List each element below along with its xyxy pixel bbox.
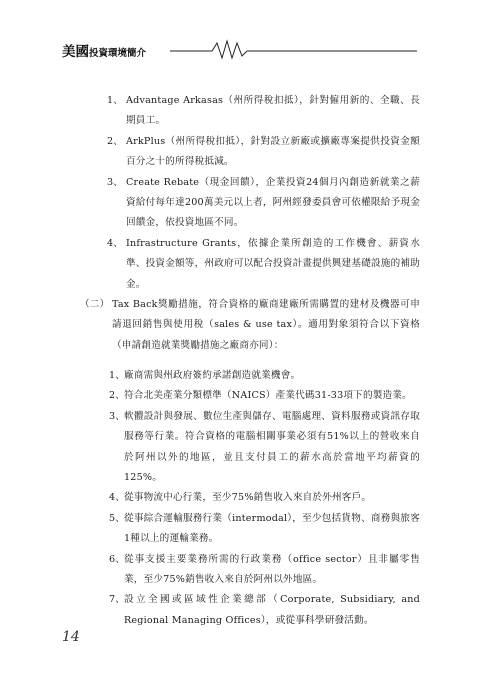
header-title [62,40,146,60]
list-item-text: Infrastructure Grants，依據企業所創造的工作機會、薪資水準、投資金額等，州政府可以配合投資計畫提供興建基礎設施的補助金。 [126,237,420,290]
list-item [80,509,420,550]
header-title-small: 投資環境簡介 [89,48,147,59]
list-item-number: 4、 [107,237,124,249]
list-item-text: 廠商需與州政府簽約承諾創造就業機會。 [124,369,301,381]
list-item-number: 7、 [109,594,126,606]
list-item-number: 3、 [109,410,126,422]
list-item [80,407,420,489]
section-heading-paragraph [80,295,420,356]
list-item-text: ArkPlus（州所得稅扣抵），針對設立新廠或擴廠專案提供投資金額百分之十的所得稅抵減。 [126,135,420,168]
running-header [62,38,417,60]
list-item-number: 5、 [109,512,126,524]
section-number: （二） [80,299,110,311]
list-item [80,488,420,508]
eligibility-list [80,366,420,631]
list-item [80,173,420,234]
page-content [80,91,420,631]
header-title-main: 美國 [62,44,89,60]
list-item-text: 軟體設計與發展、數位生產與儲存、電腦處理、資料服務或資訊存取服務等行業。符合資格的電腦相關事業必須有51%以上的營收來自於阿州以外的地區，並且支付員工的薪水高於當地平均薪資的125%。 [124,410,420,483]
list-item [80,550,420,591]
list-item-text: 符合北美產業分類標準（NAICS）產業代碼31-33項下的製造業。 [124,390,412,402]
list-item-number: 4、 [109,492,126,504]
list-item [80,132,420,173]
incentive-list [80,91,420,295]
list-item-text: Create Rebate（現金回饋），企業投資24個月內創造新就業之薪資給付每年達200萬美元以上者，阿州經發委員會可依權限給予現金回饋金，依投資地區不同。 [126,176,420,229]
list-item-text: 從事支援主要業務所需的行政業務（office sector）且非屬零售業，至少75%銷售收入來自於阿州以外地區。 [124,553,420,585]
list-item-text: Advantage Arkasas（州所得稅扣抵），針對僱用新的、全職、長期員工。 [126,95,420,127]
list-item-number: 3、 [107,176,124,188]
list-item [80,366,420,386]
list-item-text: 設立全國或區域性企業總部（Corporate, Subsidiary, and Regional Managing Offices），或從事科學研發活動。 [124,594,420,626]
list-item [80,91,420,132]
list-item-number: 1、 [109,369,126,381]
section-text: Tax Back獎勵措施，符合資格的廠商建廠所需購置的建材及機器可申請退回銷售與使用稅（sales & use tax）。適用對象須符合以下資格（申請創造就業獎勵措施之廠商亦同）： [112,299,420,351]
list-item-number: 2、 [107,135,124,147]
list-item [80,234,420,295]
list-item [80,386,420,406]
list-item-text: 從事物流中心行業，至少75%銷售收入來自於外州客戶。 [124,492,372,504]
list-item-number: 6、 [109,553,126,565]
list-item [80,590,420,631]
list-item-number: 1、 [107,95,124,106]
list-item-number: 2、 [109,390,126,402]
list-item-text: 從事綜合運輸服務行業（intermodal），至少包括貨物、商務與旅客1種以上的運輸業務。 [124,512,420,545]
page-number: 14 [62,629,80,645]
